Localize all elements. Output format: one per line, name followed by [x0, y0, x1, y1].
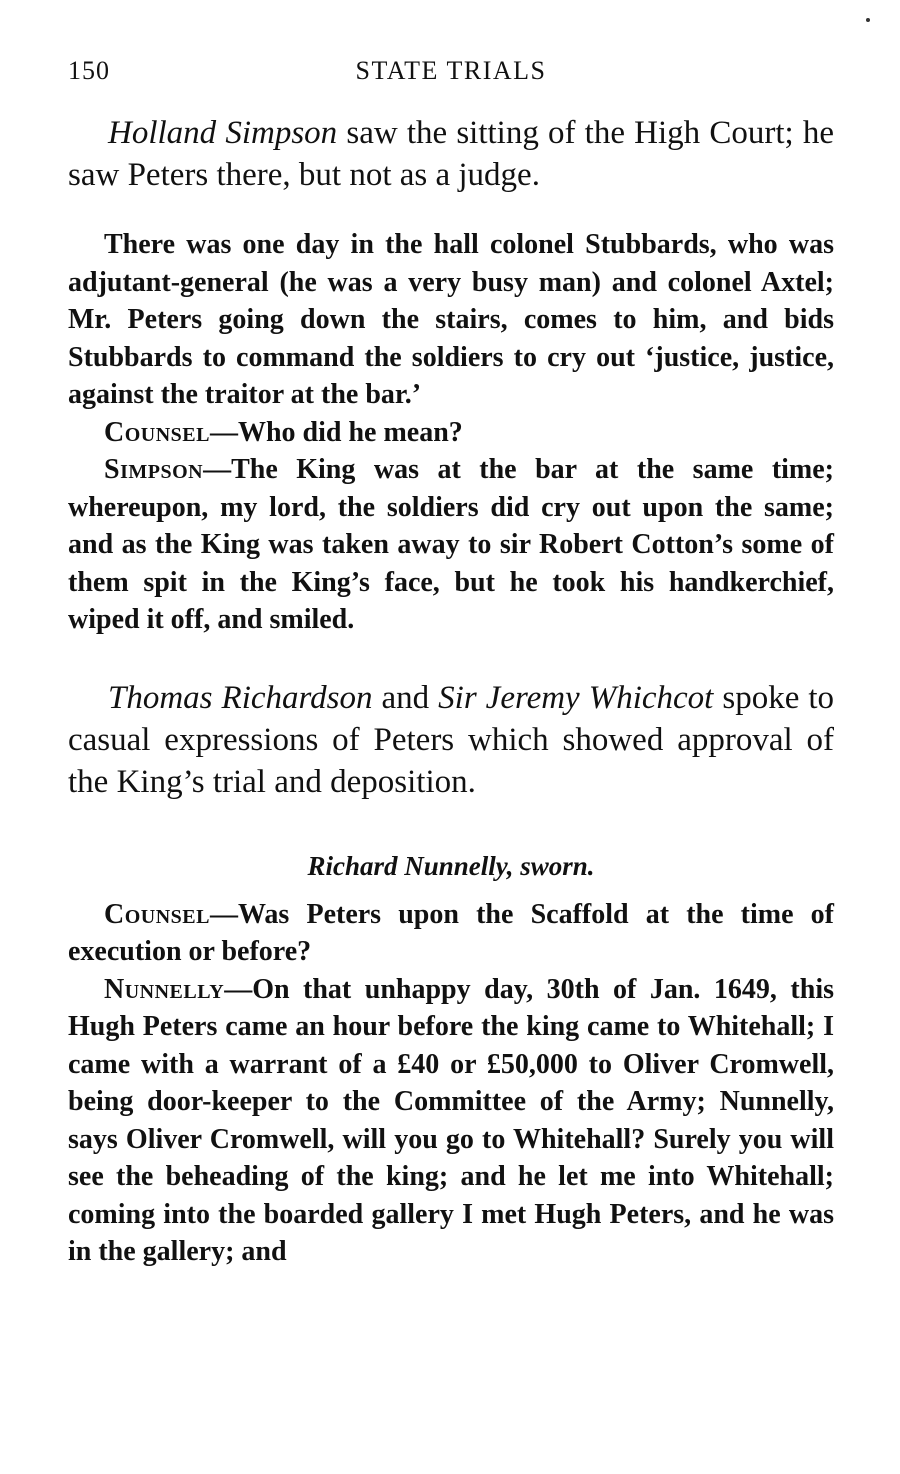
speaker-label: Counsel: [104, 898, 210, 930]
speaker-label: Simpson: [104, 454, 204, 485]
speaker-label: Nunnelly: [104, 973, 225, 1005]
summary-witness-name: Holland Simpson: [108, 115, 338, 151]
summary-witness-name: Sir Jeremy Whichcot: [438, 679, 714, 716]
summary-paragraph-richardson-whichcot: [68, 677, 834, 803]
dialogue-line-counsel: [68, 896, 834, 971]
dialogue-text: —The King was at the bar at the same time; whereupon, my lord, the soldiers did cry out upon the same; and as the King was taken away to sir Robert Cotton’s some of them spit in the King’s face, but he took his handkerchief, wiped it off, and smiled.: [68, 454, 834, 635]
summary-text: spoke to casual expressions of Peters which showed approval of the King’s trial and deposition.: [68, 679, 835, 800]
page: [68, 54, 834, 1271]
running-head: STATE TRIALS: [355, 56, 547, 85]
summary-paragraph-simpson: [68, 112, 834, 196]
dialogue-text: —Who did he mean?: [209, 416, 463, 448]
summary-witness-name: Thomas Richardson: [108, 679, 373, 716]
testimony-simpson: [68, 226, 834, 639]
speaker-label: Counsel: [104, 416, 210, 448]
testimony-paragraph: There was one day in the hall colonel Stubbards, who was adjutant-general (he was a very busy man) and colonel Axtel; Mr. Peters going down the stairs, comes to him, and bids Stubbards to command the soldiers to cry out ‘justice, justice, against the traitor at the bar.’: [68, 229, 834, 410]
summary-text: saw the sitting of the High Court; he saw Peters there, but not as a judge.: [68, 115, 834, 193]
dialogue-line-nunnelly: [68, 971, 834, 1271]
page-number: 150: [68, 56, 110, 85]
summary-conjunction: and: [381, 679, 430, 716]
page-header: [68, 54, 834, 96]
witness-heading: Richard Nunnelly, sworn.: [307, 850, 595, 881]
testimony-nunnelly: [68, 896, 834, 1271]
dialogue-line-simpson: [68, 451, 834, 639]
corner-mark: [866, 18, 870, 22]
dialogue-line-counsel: [68, 414, 834, 452]
dialogue-text: —On that unhappy day, 30th of Jan. 1649, this Hugh Peters came an hour before the king came to Whitehall; I came with a warrant of a £40 or £50,000 to Oliver Cromwell, being door-keeper to the Committee of the Army; Nunnelly, says Oliver Cromwell, will you go to Whitehall? Surely you will see the beheading of the king; and he let me into Whitehall; coming into the boarded gallery I met Hugh Peters, and he was in the gallery; and: [68, 973, 834, 1267]
dialogue-text: —Was Peters upon the Scaffold at the time of execution or before?: [68, 898, 834, 967]
